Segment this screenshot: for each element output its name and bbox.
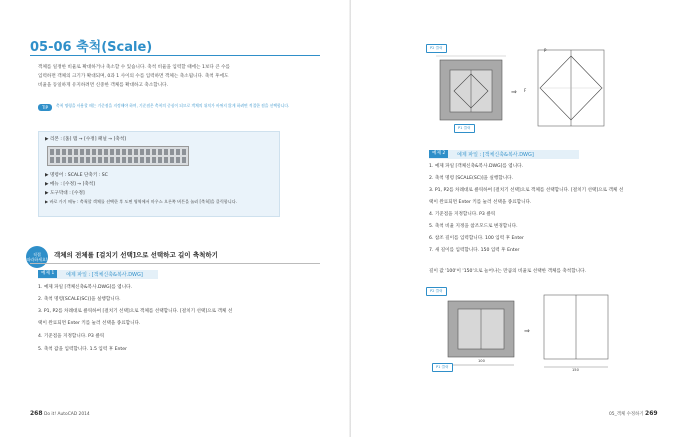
step: 2. 축척 명령 [SCALE(SC)]을 실행합니다.: [429, 176, 514, 181]
callout-p1-click: P1 클릭: [454, 124, 475, 133]
ribbon-row: [50, 149, 186, 155]
step: 5. 축척 비율 지정을 참조모드로 변경합니다.: [429, 224, 518, 229]
tip-text: 축척 명령을 사용할 때는 기준점을 지정해야 하며, 기준점은 축척의 중심이 되므로 객체의 위치가 바뀌지 않게 하려면 적절한 점을 선택합니다.: [56, 103, 290, 108]
ribbon-row: [50, 157, 186, 163]
step: 3. P1, P2를 차례대로 클릭하여 [걸치기 선택]으로 객체를 선택합니다. [걸치기 선택]으로 객체 선: [38, 309, 233, 314]
label-f: F: [524, 88, 527, 93]
page-title: 05-06 축척(Scale): [30, 40, 153, 55]
info-toolbar: ▶ 도구막대 : [수정]: [45, 191, 85, 196]
section-badge-line: 직접: [33, 252, 41, 257]
example-tag: 예제 2: [429, 150, 448, 158]
example-tag: 예제 1: [38, 270, 57, 278]
step: 1. 예제 파일 [객체신축&복사.DWG]를 엽니다.: [38, 285, 133, 290]
right-footer: [609, 410, 658, 417]
note-text: 길이 값 '100'이 '150'으로 늘어나는 만큼의 비율로 선택한 객체를 축척합니다.: [429, 269, 587, 274]
left-footer: [30, 410, 90, 417]
step: 1. 예제 파일 [객체신축&복사.DWG]를 엽니다.: [429, 164, 524, 169]
info-ribbon: ▶ 리본 : [홈] 탭 → [수정] 패널 → [축척]: [45, 137, 127, 142]
page-number: 268: [30, 410, 43, 417]
tip-badge: TIP: [38, 104, 52, 111]
step: 4. 기준점을 지정합니다. P3 클릭: [38, 334, 105, 339]
label-p: P: [544, 48, 547, 53]
callout-p2-click: P2 클릭: [426, 44, 447, 53]
step: 2. 축척 명령[SCALE(SC)]을 실행합니다.: [38, 297, 121, 302]
book-title: Do it! AutoCAD 2014: [43, 412, 90, 417]
page-number: 269: [645, 410, 658, 417]
section-title: 객체의 전체를 [걸치기 선택]으로 선택하고 길이 축척하기: [54, 251, 218, 259]
step: 택이 완료되면 Enter 키를 눌러 선택을 종료합니다.: [429, 200, 532, 205]
section-rule: [30, 263, 320, 264]
figure-reference-scale: [426, 285, 616, 375]
example-file: 예제 파일 : [객체신축&복사.DWG]: [457, 152, 534, 158]
command-info-box: [38, 131, 280, 217]
step: 6. 참조 길이를 입력합니다. 100 입력 후 Enter: [429, 236, 524, 241]
example-file: 예제 파일 : [객체신축&복사.DWG]: [66, 272, 143, 278]
dimension-before: 100: [478, 359, 485, 363]
svg-text:⇒: ⇒: [524, 327, 530, 335]
info-menu: ▶ 메뉴 : [수정] → [축척]: [45, 182, 96, 187]
step: 5. 축척 값을 입력합니다. 1.5 입력 후 Enter: [38, 347, 127, 352]
intro-line-3: 비율을 동일하게 유지하려면 신중한 객체를 확대하고 축소합니다.: [38, 83, 169, 88]
svg-text:⇒: ⇒: [511, 88, 517, 96]
info-shortcut-menu: ▶ 바로 가기 메뉴 : 축척할 객체를 선택한 후 도면 영역에서 마우스 오른쪽 버튼을 눌러 [축척]을 클릭합니다.: [45, 199, 237, 204]
step: 4. 기준점을 지정합니다. P3 클릭: [429, 212, 496, 217]
callout-p2-click: P2 클릭: [426, 287, 447, 296]
chapter-title: 05_객체 수정하기: [609, 412, 644, 417]
intro-line-2: 입력하면 객체의 크기가 확대되며, 0과 1 사이의 수를 입력하면 객체는 축소됩니다. 축척 후에도: [38, 74, 229, 79]
info-command: ▶ 명령어 : SCALE 단축키 : SC: [45, 173, 108, 178]
ribbon-screenshot: [47, 146, 189, 166]
figure-scale-before-after: [426, 42, 616, 134]
step: 7. 새 길이를 입력합니다. 150 입력 후 Enter: [429, 248, 520, 253]
intro-line-1: 객체를 일정한 비율로 확대하거나 축소할 수 있습니다. 축척 비율을 입력할 때에는 1보다 큰 수를: [38, 65, 230, 70]
callout-p1-click: P1 클릭: [432, 363, 453, 372]
dimension-after: 150: [572, 368, 579, 372]
section-badge-line: 따라하세요!: [26, 257, 48, 262]
right-page: [351, 0, 700, 437]
figure-2-drawing: [426, 285, 616, 375]
step: 택이 완료되면 Enter 키를 눌러 선택을 종료합니다.: [38, 321, 141, 326]
step: 3. P1, P2를 차례대로 클릭하여 [걸치기 선택]으로 객체를 선택합니다. [걸치기 선택]으로 객체 선: [429, 188, 624, 193]
left-page: [0, 0, 349, 437]
figure-1-drawing: [426, 42, 616, 134]
title-rule: [30, 55, 320, 56]
section-badge: [26, 246, 48, 268]
